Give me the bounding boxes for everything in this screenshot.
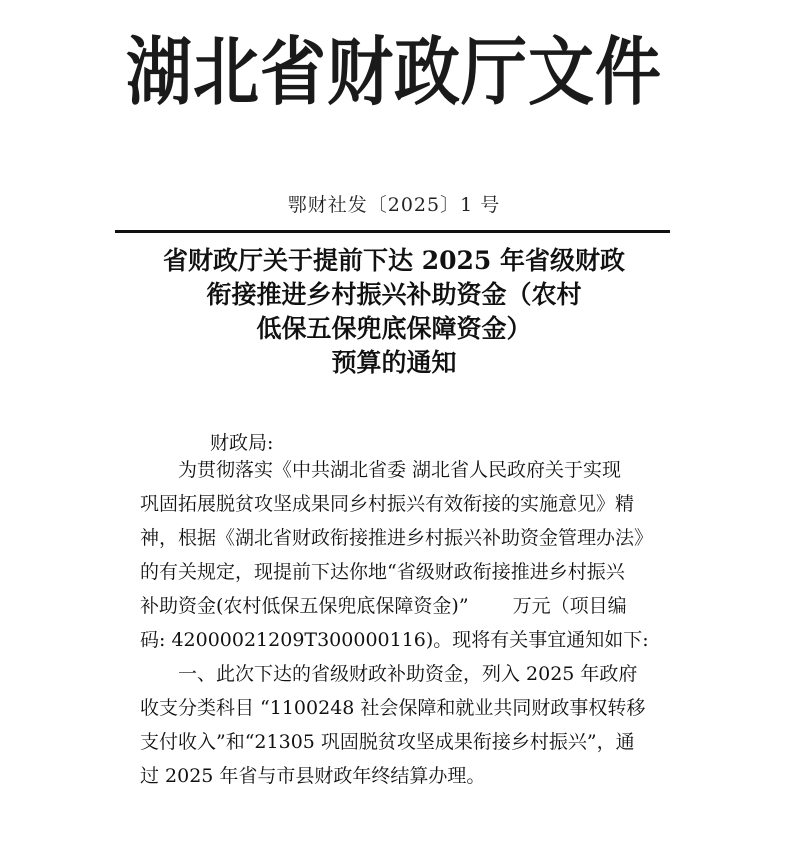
body-text (140, 453, 660, 793)
body-line: 收支分类科目 “1100248 社会保障和就业共同财政事权转移 (140, 697, 646, 719)
body-line: 码: 42000021209T300000116)。现将有关事宜通知如下: (140, 629, 649, 651)
body-line: 过 2025 年省与市县财政年终结算办理。 (140, 765, 486, 787)
document-number: 鄂财社发〔2025〕1 号 (287, 194, 501, 216)
body-line: 为贯彻落实《中共湖北省委 湖北省人民政府关于实现 (140, 459, 622, 481)
notice-title-line: 衔接推进乡村振兴补助资金（农村 (206, 280, 582, 309)
notice-title-line: 省财政厅关于提前下达 2025 年省级财政 (163, 246, 625, 275)
header-divider (115, 230, 670, 233)
notice-title-line: 预算的通知 (331, 348, 457, 377)
notice-title (0, 244, 788, 380)
body-line: 一、此次下达的省级财政补助资金，列入 2025 年政府 (140, 663, 638, 685)
body-line: 支付收入”和“21305 巩固脱贫攻坚成果衔接乡村振兴”，通 (140, 731, 635, 753)
notice-title-line: 低保五保兜底保障资金） (256, 314, 532, 343)
body-line: 神，根据《湖北省财政衔接推进乡村振兴补助资金管理办法》 (140, 527, 654, 549)
recipient: 财政局: (210, 432, 274, 454)
body-line: 巩固拓展脱贫攻坚成果同乡村振兴有效衔接的实施意见》精 (140, 493, 635, 515)
body-line: 的有关规定，现提前下达你地“省级财政衔接推进乡村振兴 (140, 561, 625, 583)
body-line: 补助资金(农村低保五保兜底保障资金)” 万元（项目编 (140, 595, 627, 617)
document-header-title: 湖北省财政厅文件 (126, 29, 662, 116)
